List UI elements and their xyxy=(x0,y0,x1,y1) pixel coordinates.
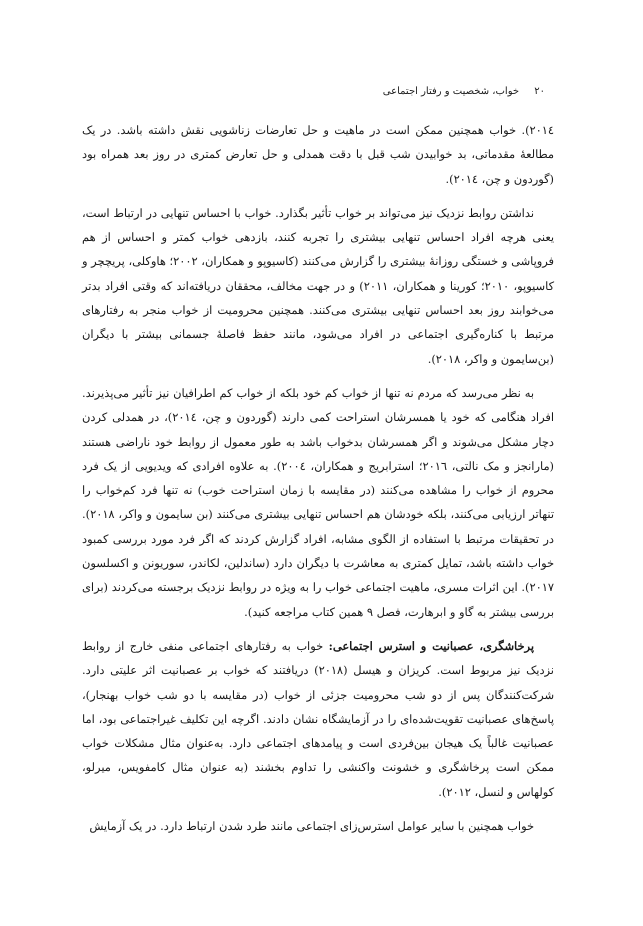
page-number: ۲۰ xyxy=(534,86,545,97)
paragraph-2: نداشتن روابط نزدیک نیز می‌تواند بر خواب تأثیر بگذارد. خواب با احساس تنهایی در ارتباط است، یعنی هرچه افراد احساس تنهایی بیشتری را تجربه کنند، بازدهی خواب کمتر و احساس از هم فروپاشی و خستگی روزانهٔ بیشتری را گزارش می‌کنند (کاسیوپو و همکاران، ۲۰۰۲؛ هاوکلی، پریچچر و کاسیوپو، ۲۰۱۰؛ کورینا و همکاران، ۲۰۱۱) و در جهت مخالف، محققان دریافته‌اند که وقتی افراد بدتر می‌خوابند روز بعد احساس تنهایی بیشتری می‌کنند. همچنین محرومیت از خواب منجر به رفتارهای مرتبط با کناره‌گیری اجتماعی در افراد می‌شود، مانند حفظ فاصلهٔ جسمانی بیشتر با دیگران (بن‌سایمون و واکر، ۲۰۱۸). xyxy=(82,205,554,366)
paragraph-3: به نظر می‌رسد که مردم نه تنها از خواب کم خود بلکه از خواب کم اطرافیان نیز تأثیر می‌پذیرند. افراد هنگامی که خود یا همسرشان استراحت کمی دارند (گوردون و چن، ۲۰۱٤)، در همدلی کردن دچار مشکل می‌شوند و اگر همسرشان بدخواب باشد به طور معمول از روابط خود ناراضی هستند (مارانجز و مک نالتی، ۲۰۱٦؛ استرابریج و همکاران، ۲۰۰٤). به علاوه افرادی که ویدیویی از یک فرد محروم از خواب را مشاهده می‌کنند (در مقایسه با زمان استراحت خوب) نه تنها فرد کم‌خواب را تنهاتر ارزیابی می‌کنند، بلکه خودشان هم احساس تنهایی بیشتری می‌کنند (بن سایمون و واکر، ۲۰۱۸). در تحقیقات مرتبط با استفاده از الگوی مشابه، افراد گزارش کردند که اگر فرد مورد بررسی کمبود خواب داشته باشد، تمایل کمتری به معاشرت با دیگران دارد (ساندلین، لکاندر، سوریونن و اکسلسون ۲۰۱۷). این اثرات مسری، ماهیت اجتماعی خواب را به ویژه در روابط نزدیک برجسته می‌کردند (برای بررسی بیشتر به گاو و ابرهارت، فصل ۹ همین کتاب مراجعه کنید). xyxy=(82,385,554,619)
body-text xyxy=(82,118,554,838)
section-lead-heading: پرخاشگری، عصبانیت و استرس اجتماعی: xyxy=(328,638,534,653)
running-header xyxy=(383,86,545,97)
running-title: خواب، شخصیت و رفتار اجتماعی xyxy=(382,86,520,97)
paragraph-4-text: خواب به رفتارهای اجتماعی منفی خارج از روابط نزدیک نیز مربوط است. کریزان و هیسل (۲۰۱۸) دریافتند که خواب بر عصبانیت اثر علیتی دارد. شرکت‌کنندگان پس از دو شب محرومیت جزئی از خواب (در مقایسه با دو شب خواب بهنجار)، پاسخ‌های عصبانیت تقویت‌شده‌ای را در آزمایشگاه نشان دادند. اگرچه این تکلیف غیراجتماعی بود، اما عصبانیت غالباً یک هیجان بین‌فردی است و پیامدهای اجتماعی دارد. به‌عنوان مثال مشکلات خواب ممکن است پرخاشگری و خشونت واکنشی را تداوم بخشند (به عنوان مثال کامفویس، میرلو، کولهاس و لنسل، ۲۰۱۲). xyxy=(82,638,554,799)
paragraph-1: ۲۰۱٤). خواب همچنین ممکن است در ماهیت و حل تعارضات زناشویی نقش داشته باشد. در یک مطالعهٔ مقدماتی، بد خوابیدن شب قبل با دقت همدلی و حل تعارض کمتری در روز بعد همراه بود (گوردون و چن، ۲۰۱٤). xyxy=(82,123,554,186)
paragraph-4 xyxy=(82,634,554,804)
paragraph-5: خواب همچنین با سایر عوامل استرس‌زای اجتماعی مانند طرد شدن ارتباط دارد. در یک آزمایش xyxy=(89,819,534,834)
